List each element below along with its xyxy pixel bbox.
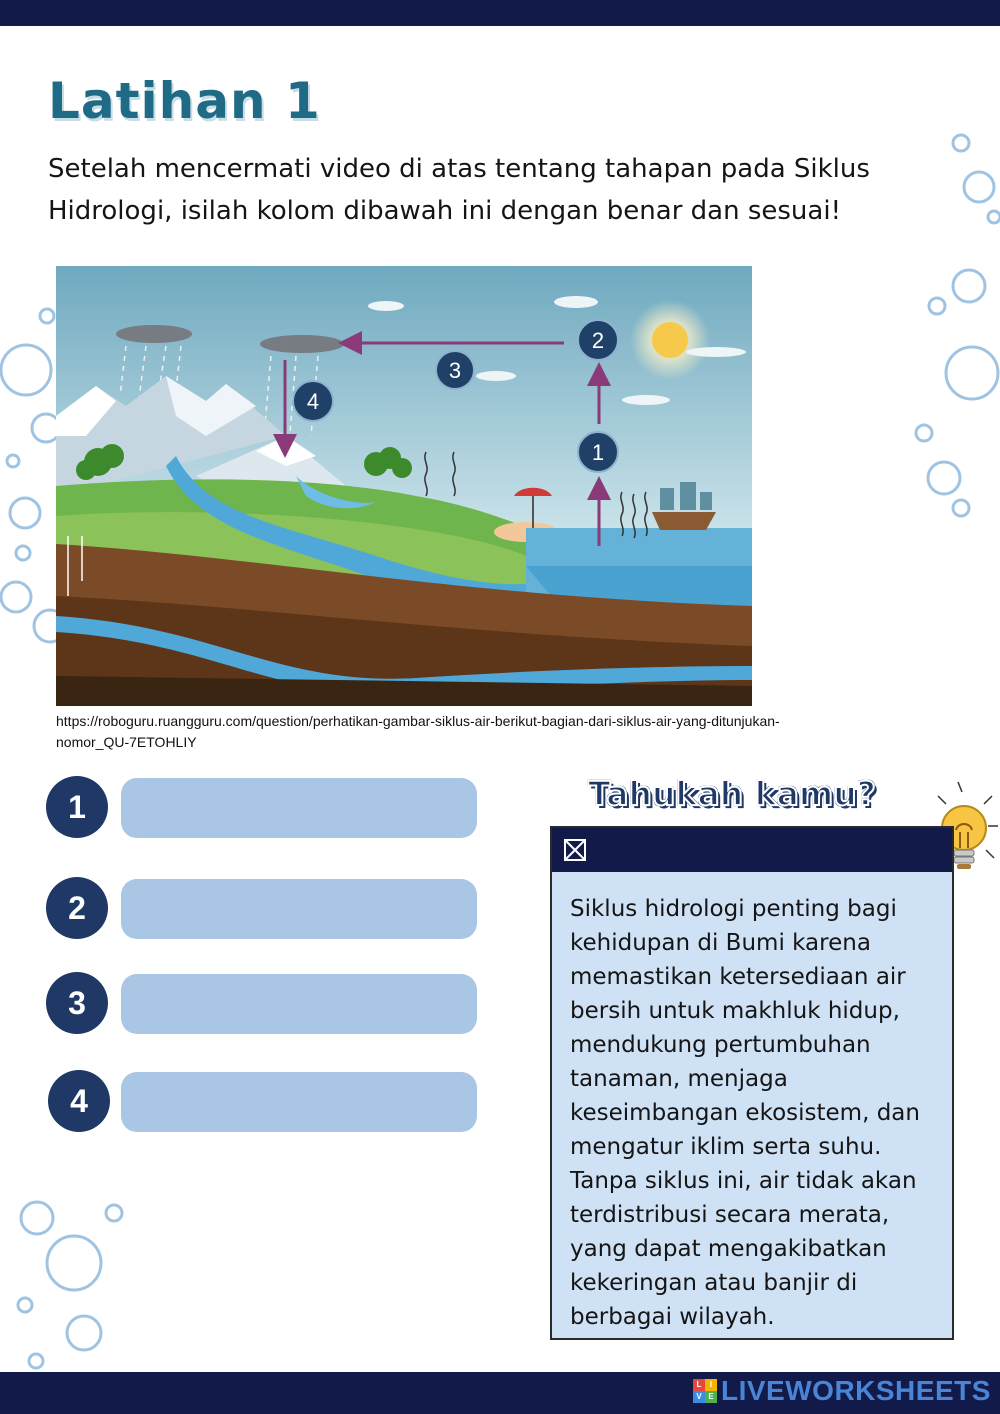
liveworksheets-brand: LIVEWORKSHEETS bbox=[721, 1375, 991, 1406]
logo-letter-l: L bbox=[693, 1379, 705, 1391]
image-source-link[interactable]: https://roboguru.ruangguru.com/question/perhatikan-gambar-siklus-air-berikut-bagian-dari-siklus-air-yang-ditunjukan-nomor_QU-7ETOHLIY bbox=[56, 713, 780, 750]
answer-number-1: 1 bbox=[46, 776, 108, 838]
svg-text:1: 1 bbox=[591, 440, 605, 465]
info-box-header bbox=[552, 828, 952, 872]
answer-number-3: 3 bbox=[46, 972, 108, 1034]
diagram-marker-2 bbox=[578, 320, 618, 360]
diagram-marker-4 bbox=[293, 381, 333, 421]
svg-text:2: 2 bbox=[591, 328, 605, 353]
svg-text:3: 3 bbox=[448, 358, 462, 383]
liveworksheets-logo-icon bbox=[693, 1379, 717, 1403]
logo-letter-e: E bbox=[705, 1391, 717, 1403]
liveworksheets-logo[interactable] bbox=[693, 1375, 991, 1407]
answer-input-4[interactable] bbox=[121, 1072, 477, 1132]
answer-input-2[interactable] bbox=[121, 879, 477, 939]
info-box bbox=[550, 826, 954, 1340]
answer-row-3 bbox=[46, 972, 486, 1034]
info-text: Siklus hidrologi penting bagi kehidupan di Bumi karena memastikan ketersediaan air bersih untuk makhluk hidup, mendukung pertumbuhan tanaman, menjaga keseimbangan ekosistem, dan mengatur iklim serta suhu. Tanpa siklus ini, air tidak akan terdistribusi secara merata, yang dapat mengakibatkan kekeringan atau banjir di berbagai wilayah. bbox=[570, 896, 920, 1330]
diagram-marker-1 bbox=[578, 432, 618, 472]
logo-letter-v: V bbox=[693, 1391, 705, 1403]
close-icon[interactable] bbox=[564, 839, 586, 861]
answer-number-4: 4 bbox=[48, 1070, 110, 1132]
answer-number-2: 2 bbox=[46, 877, 108, 939]
svg-text:4: 4 bbox=[306, 389, 320, 414]
instruction-text: Setelah mencermati video di atas tentang tahapan pada Siklus Hidrologi, isilah kolom dibawah ini dengan benar dan sesuai! bbox=[48, 154, 870, 226]
diagram-marker-3 bbox=[436, 351, 474, 389]
logo-letter-i: I bbox=[705, 1379, 717, 1391]
water-cycle-diagram bbox=[56, 266, 752, 706]
info-title: Tahukah kamu? bbox=[588, 774, 876, 813]
top-bar bbox=[0, 0, 1000, 26]
answer-input-1[interactable] bbox=[121, 778, 477, 838]
answer-input-3[interactable] bbox=[121, 974, 477, 1034]
answer-row-2 bbox=[46, 877, 486, 939]
page-title: Latihan 1 bbox=[48, 72, 321, 130]
answer-row-4 bbox=[46, 1070, 486, 1132]
answer-row-1 bbox=[46, 776, 486, 838]
